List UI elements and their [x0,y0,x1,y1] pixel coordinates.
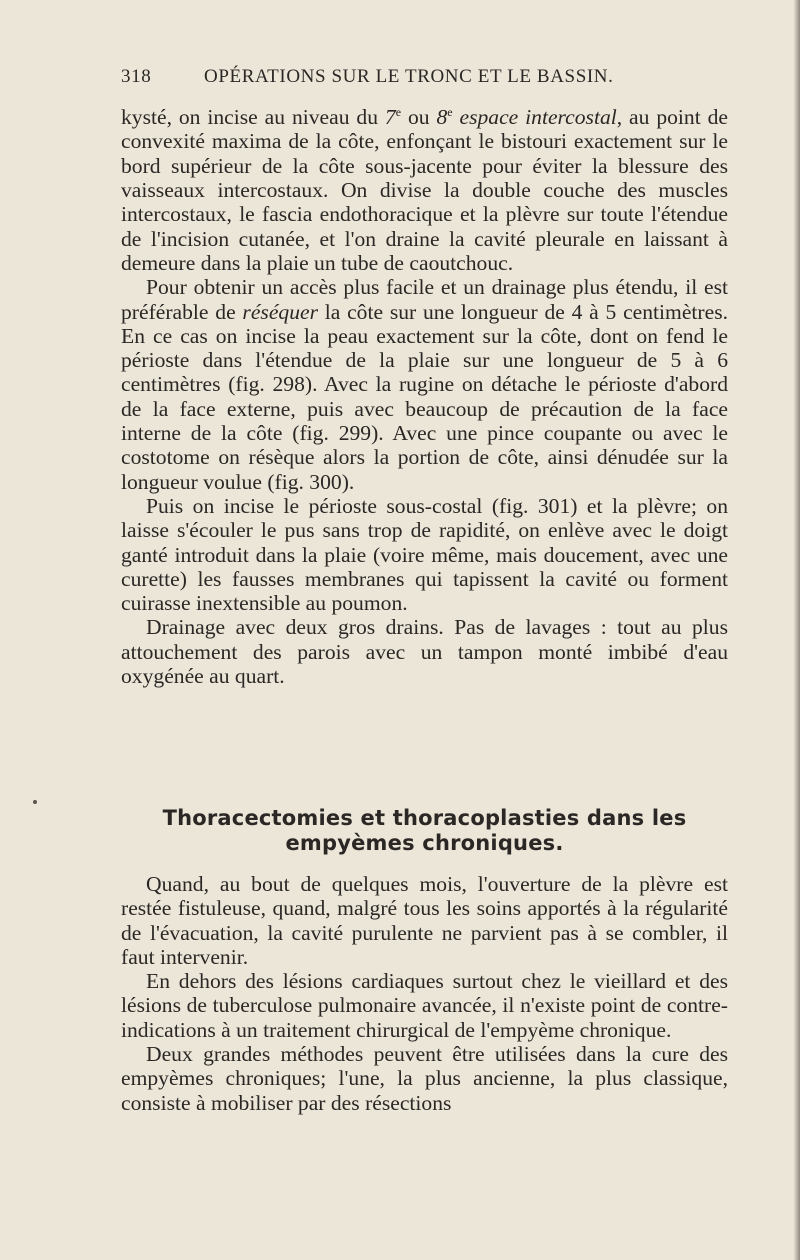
section-body-text [121,872,728,1115]
body-text [121,100,728,688]
paragraph: Puis on incise le périoste sous-costal (fig. 301) et la plèvre; on laisse s'écouler le pus sans trop de rapidité, on enlève avec le doigt ganté introduit dans la plaie (voire même, mais doucement, avec une curette) les fausses membranes qui tapissent la cavité ou forment cuirasse inextensible au poumon. [121,493,728,616]
paragraph: En dehors des lésions cardiaques surtout chez le vieillard et des lésions de tuberculose pulmonaire avancée, il n'existe point de contre-indications à un traitement chirurgical de l'empyème chronique. [121,969,728,1042]
section-heading-line: Thoracectomies et thoracoplasties dans les [162,806,687,830]
text-run: ou [401,105,437,130]
text-run: la côte sur une longueur de 4 à 5 centimètres. En ce cas on incise la peau exactement sur la côte, dont on fend le périoste dans l'étendue de la plaie sur une longueur de 5 à 6 centimètres (fig. 298). Avec la rugine on détache le périoste d'abord de la face externe, puis avec beaucoup de précaution de la face interne de la côte (fig. 299). Avec une pince coupante ou avec le costotome on résèque alors la portion de côte, ainsi dénudée sur la longueur voulue (fig. 300). [121,299,728,494]
ordinal-number: 8 [436,105,448,130]
running-header [121,66,739,94]
text-run: , au point de convexité maxima de la côte, enfonçant le bistouri exactement sur le bord supérieur de la côte sous-jacente pour éviter la blessure des vaisseaux intercostaux. On divise la double couche des muscles intercostaux, le fascia endothoracique et la plèvre sur toute l'étendue de l'incision cutanée, et l'on draine la cavité pleurale en laissant à demeure dans la plaie un tube de caoutchouc. [121,105,729,275]
text-run: kysté, on incise au niveau du [121,105,385,130]
ordinal-number: 7 [384,105,396,130]
page-number: 318 [121,66,152,87]
section-heading-line: empyèmes chroniques. [285,831,564,855]
paper-speck [33,800,37,804]
paragraph: Drainage avec deux gros drains. Pas de lavages : tout au plus attouchement des parois avec un tampon monté imbibé d'eau oxygénée au quart. [121,615,728,689]
paragraph [121,275,728,494]
ordinal-suffix: e [447,105,453,119]
italic-term: espace intercostal [459,105,617,130]
page-edge-shadow [794,0,800,1260]
ordinal-suffix: e [395,105,402,119]
running-title: OPÉRATIONS SUR LE TRONC ET LE BASSIN. [204,66,614,87]
italic-term: réséquer [242,299,318,324]
paragraph: Quand, au bout de quelques mois, l'ouverture de la plèvre est restée fistuleuse, quand, malgré tous les soins apportés à la régularité de l'évacuation, la cavité purulente ne parvient pas à se combler, il faut intervenir. [121,872,728,969]
paragraph [121,100,728,275]
paragraph: Deux grandes méthodes peuvent être utilisées dans la cure des empyèmes chroniques; l'une, la plus ancienne, la plus classique, consiste à mobiliser par des résections [121,1042,728,1115]
text-run: Pour obtenir un accès plus facile et un drainage plus étendu, il est préférable de [121,275,728,324]
text-run [453,105,460,129]
section-heading [121,806,728,856]
